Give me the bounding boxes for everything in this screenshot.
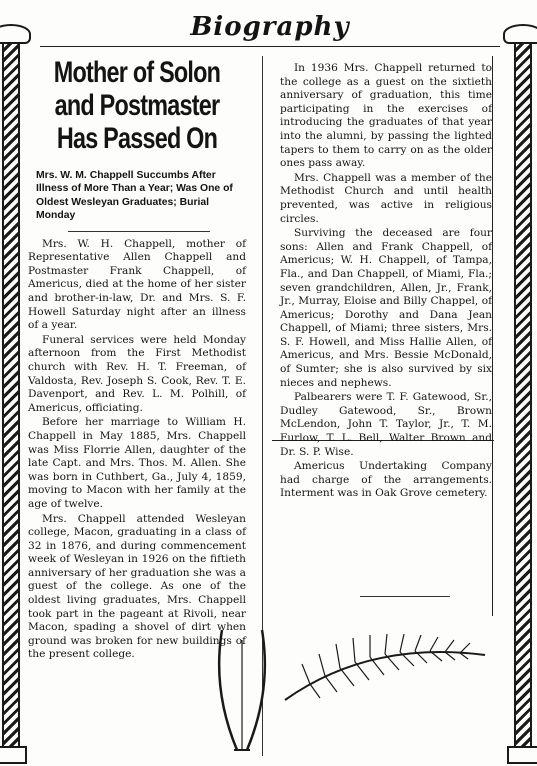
paragraph-right-2: Mrs. Chappell was a member of the Methodist Church and until health prevented, was active in religious circles. [280, 171, 492, 225]
article-right-column [280, 62, 492, 502]
lyre-ornament [212, 620, 272, 760]
paragraph-left-1: Mrs. W. H. Chappell, mother of Representative Allen Chappell and Postmaster Frank Chappell, of Americus, died at the home of her sister and brother-in-law, Dr. and Mrs. S. F. Howell Saturday night after an illness of a year. [28, 237, 246, 332]
paragraph-left-3: Before her marriage to William H. Chappell in May 1885, Mrs. Chappell was Miss Florrie Allen, daughter of the late Capt. and Mrs. Thos. M. Allen. She was born in Cuthbert, Ga., July 4, 1859, moving to Macon with her family at the age of twelve. [28, 416, 246, 510]
paragraph-left-4: Mrs. Chappell attended Wesleyan college, Macon, graduating in a class of 32 in 1876, and during commencement week of Wesleyan in 1926 on the fiftieth anniversary of her graduation she was a guest of the college. As one of the oldest living graduates, Mrs. Chappell took part in the pageant at Rivoli, near Macon, spading a shovel of dirt when ground was broken for new buildings of the present college. [28, 512, 246, 661]
article-left-column [28, 56, 246, 663]
paragraph-right-4: Palbearers were T. F. Gatewood, Sr., Dudley Gatewood, Sr., Brown McLendon, John T. Taylor, Jr., T. M. Furlow, T. L. Bell, Walter Brown and Dr. S. P. Wise. [280, 391, 492, 458]
headline-line-3: Has Passed On [56, 122, 218, 155]
paragraph-right-1: In 1936 Mrs. Chappell returned to the college as a guest on the sixtieth anniversary of graduation, this time participating in the exercises of introducing the graduates of that year into the alumni, by passing the lighted tapers to them to carry on as the older ones pass away. [280, 62, 492, 170]
left-column-base [0, 746, 27, 764]
right-ornamental-column [514, 38, 532, 758]
palm-frond-ornament [280, 620, 490, 710]
right-column-base [507, 746, 537, 764]
left-ornamental-column [2, 38, 20, 758]
right-column-capital [503, 24, 537, 44]
article-end-rule [360, 596, 450, 597]
subhead-divider [68, 231, 210, 232]
subheadline: Mrs. W. M. Chappell Succumbs After Illness of More Than a Year; Was One of Oldest Wesleyan Graduates; Burial Monday [36, 170, 233, 222]
headline [30, 56, 244, 155]
paragraph-left-2: Funeral services were held Monday afternoon from the First Methodist church with Rev. H. T. Freeman, of Valdosta, Rev. Joseph S. Cook, Rev. T. E. Davenport, and Rev. L. M. Polhill, of Americus, officiating. [28, 333, 246, 414]
section-title: Biography [190, 12, 350, 42]
headline-line-1: Mother of Solon [53, 56, 221, 89]
header-rule [40, 46, 500, 47]
right-frame-rule [492, 56, 493, 616]
left-column-capital [0, 24, 31, 44]
headline-line-2: and Postmaster [54, 89, 220, 122]
paragraph-right-3: Surviving the deceased are four sons: Allen and Frank Chappell, of Americus; W. H. Chappell, of Tampa, Fla., and Dan Chappell, of Miami, Fla.; seven grandchildren, Allen, Jr., Frank, Jr., Murray, Eloise and Billy Chappel, of Americus; Dorothy and Dana Jean Chappell, of Miami; three sisters, Mrs. S. F. Howell, and Miss Hallie Allen, of Americus, and Mrs. Bessie McDonald, of Sumter; she is also survived by six nieces and nephews. [280, 227, 492, 389]
paragraph-right-5: Americus Undertaking Company had charge of the arrangements. Interment was in Oak Grove cemetery. [280, 460, 492, 500]
